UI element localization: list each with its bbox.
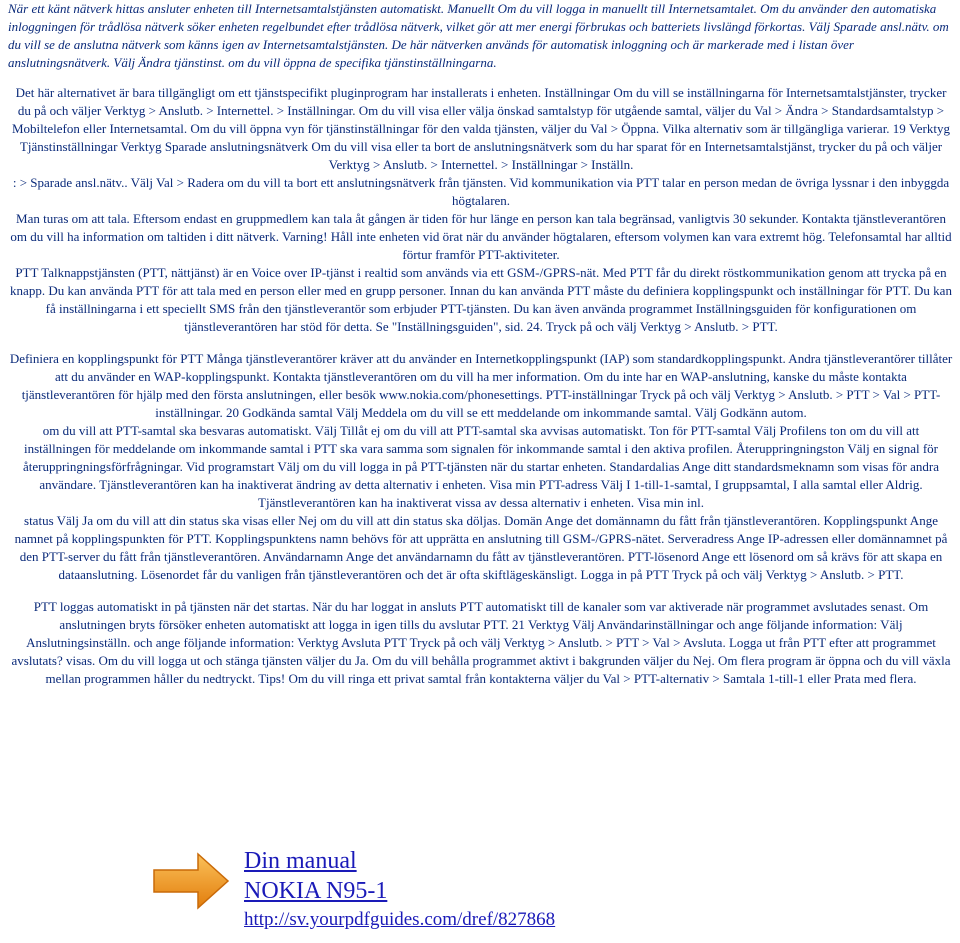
- paragraph-saved-networks: : > Sparade ansl.nätv.. Välj Val > Radera om du vill ta bort ett anslutningsnätverk från tjänsten. Vid kommunikation via PTT talar en person medan de övriga lyssnar i den inbyggda högtalaren.: [12, 175, 950, 208]
- paragraph-ptt-call-options: om du vill att PTT-samtal ska besvaras automatiskt. Välj Tillåt ej om du vill att PTT-samtal ska avvisas automatiskt. Ton för PTT-samtal Välj Profilens ton om du vill att inställningen för meddelande om inkommande samtal i PTT ska vara samma som signalen för inkommande samtal i den aktiva profilen. Återuppringningston Välj en signal för återuppringningsförfrågningar. Vid programstart Välj om du vill logga in på PTT-tjänsten när du startar enheten. Standardalias Ange ditt standardsmeknamn som visas för andra användare. Tjänstleverantören kan ha inaktiverat ändring av detta alternativ i enheten. Visa min PTT-adress Välj I 1-till-1-samtal, I gruppsamtal, I alla samtal eller Aldrig. Tjänstleverantören kan ha inaktiverat vissa av dessa alternativ i enheten. Visa min inl.: [23, 423, 939, 510]
- spacer: [0, 584, 960, 598]
- paragraph-ptt-intro: PTT Talknappstjänsten (PTT, nättjänst) är en Voice over IP-tjänst i realtid som används via ett GSM-/GPRS-nät. Med PTT får du direkt röstkommunikation genom att trycka på en knapp. Du kan använda PTT för att tala med en person eller med en grupp personer. Innan du kan använda PTT måste du definiera kopplingspunkt och inställningar för PTT. Du kan få inställningarna i ett speciellt SMS från den tjänstleverantör som erbjuder PTT-tjänsten. Du kan även använda programmet Inställningsguiden för konfigurationen om tjänstleverantören har stöd för detta. Se "Inställningsguiden", sid. 24. Tryck på och välj Verktyg > Anslutb. > PTT.: [10, 265, 952, 334]
- paragraph-ptt-access-point: Definiera en kopplingspunkt för PTT Många tjänstleverantörer kräver att du använder en Internetkopplingspunkt (IAP) som standardkopplingspunkt. Andra tjänstleverantörer tillåter att du använder en WAP-kopplingspunkt. Kontakta tjänstleverantören om du vill ha mer information. Om du inte har en WAP-anslutning, kanske du måste kontakta tjänstleverantören för hjälp med den första anslutningen, eller besök www.nokia.com/phonesettings. PTT-inställningar Tryck på och välj Verktyg > Anslutb. > PTT > Val > PTT-inställningar. 20 Godkända samtal Välj Meddela om du vill se ett meddelande om inkommande samtal. Välj Godkänn autom.: [9, 351, 953, 420]
- paragraph-ptt-login: PTT loggas automatiskt in på tjänsten när det startas. När du har loggat in ansluts PTT automatiskt till de kanaler som var aktiverade när programmet avslutades senast. Om anslutningen bryts försöker enheten automatiskt att logga in igen tills du avslutar PTT. 21 Verktyg Välj Användarinställningar och ange följande information: Välj Anslutningsinställn. och ange följande information: Verktyg Avsluta PTT Tryck på och välj Verktyg > Anslutb. > PTT > Val > Avsluta. Logga ut från PTT efter att programmet avslutats? visas. Om du vill logga ut och stänga tjänsten väljer du Ja. Om du vill behålla programmet aktivt i bakgrunden väljer du Nej. Om flera program är öppna och du vill växla mellan programmen håller du nedtryckt. Tips! Om du vill ringa ett privat samtal från kontakterna väljer du Val > PTT-alternativ > Samtala 1-till-1 eller Prata med flera.: [11, 599, 951, 686]
- product-name-link[interactable]: NOKIA N95-1: [244, 878, 388, 904]
- paragraph-internet-call-settings: Det här alternativet är bara tillgängligt om ett tjänstspecifikt pluginprogram har installerats i enheten. Inställningar Om du vill se inställningarna för Internetsamtalstjänster, trycker du på och väljer Verktyg > Anslutb. > Internettel. > Inställningar. Om du vill visa eller välja önskad samtalstyp för utgående samtal, väljer du Val > Ändra > Standardsamtalstyp > Mobiltelefon eller Internetsamtal. Om du vill öppna vyn för tjänstinställningar för den valda tjänsten, väljer du Val > Öppna. Vilka alternativ som är tillgängliga varierar. 19 Verktyg Tjänstinställningar Verktyg Sparade anslutningsnätverk Om du vill visa eller ta bort de anslutningsnätverk som du har sparat för en Internetsamtalstjänst, trycker du på och väljer Verktyg > Anslutb. > Internettel. > Inställningar > Inställn.: [12, 85, 950, 172]
- orange-arrow-icon: [150, 850, 232, 912]
- manual-title-link[interactable]: Din manual: [244, 848, 357, 874]
- spacer: [0, 72, 960, 84]
- paragraph-automatic-login: När ett känt nätverk hittas ansluter enheten till Internetsamtalstjänsten automatiskt. Manuellt Om du vill logga in manuellt till Internetsamtalet. Om du använder den automatiska inloggningen för trådlösa nätverk söker enheten regelbundet efter trådlösa nätverk, vilket gör att mer energi förbrukas och batteriets livslängd förkortas. Välj Sparade ansl.nätv. om du vill se de anslutna nätverk som känns igen av Internetsamtalstjänsten. De här nätverken används för automatisk inloggning och är markerade med i listan över anslutningsnätverk. Välj Ändra tjänstinst. om du vill öppna de specifika tjänstinställningarna.: [8, 1, 949, 70]
- paragraph-ptt-connection-settings: status Välj Ja om du vill att din status ska visas eller Nej om du vill att din status ska döljas. Domän Ange det domännamn du fått från tjänstleverantören. Kopplingspunkt Ange namnet på kopplingspunkten för PTT. Kopplingspunktens namn behövs för att upprätta en anslutning till GSM-/GPRS-nätet. Serveradress Ange IP-adressen eller domännamnet på den PTT-server du fått från tjänstleverantören. Användarnamn Ange det användarnamn du fått av tjänstleverantören. PTT-lösenord Ange ett lösenord om så krävs för att skapa en dataanslutning. Lösenordet får du vanligen från tjänstleverantören och det är ofta skiftlägeskänsligt. Logga in på PTT Tryck på och välj Verktyg > Anslutb. > PTT.: [14, 513, 948, 582]
- manual-footer: [150, 846, 610, 938]
- manual-links: [244, 846, 555, 934]
- spacer: [0, 336, 960, 350]
- paragraph-ptt-speaking: Man turas om att tala. Eftersom endast en gruppmedlem kan tala åt gången är tiden för hur länge en person kan tala begränsad, vanligtvis 30 sekunder. Kontakta tjänstleverantören om du vill ha information om taltiden i ditt nätverk. Varning! Håll inte enheten vid örat när du använder högtalaren, eftersom volymen kan vara extremt hög. Telefonsamtal har alltid förtur framför PTT-aktiviteter.: [10, 211, 952, 262]
- manual-url-link[interactable]: http://sv.yourpdfguides.com/dref/827868: [244, 909, 556, 930]
